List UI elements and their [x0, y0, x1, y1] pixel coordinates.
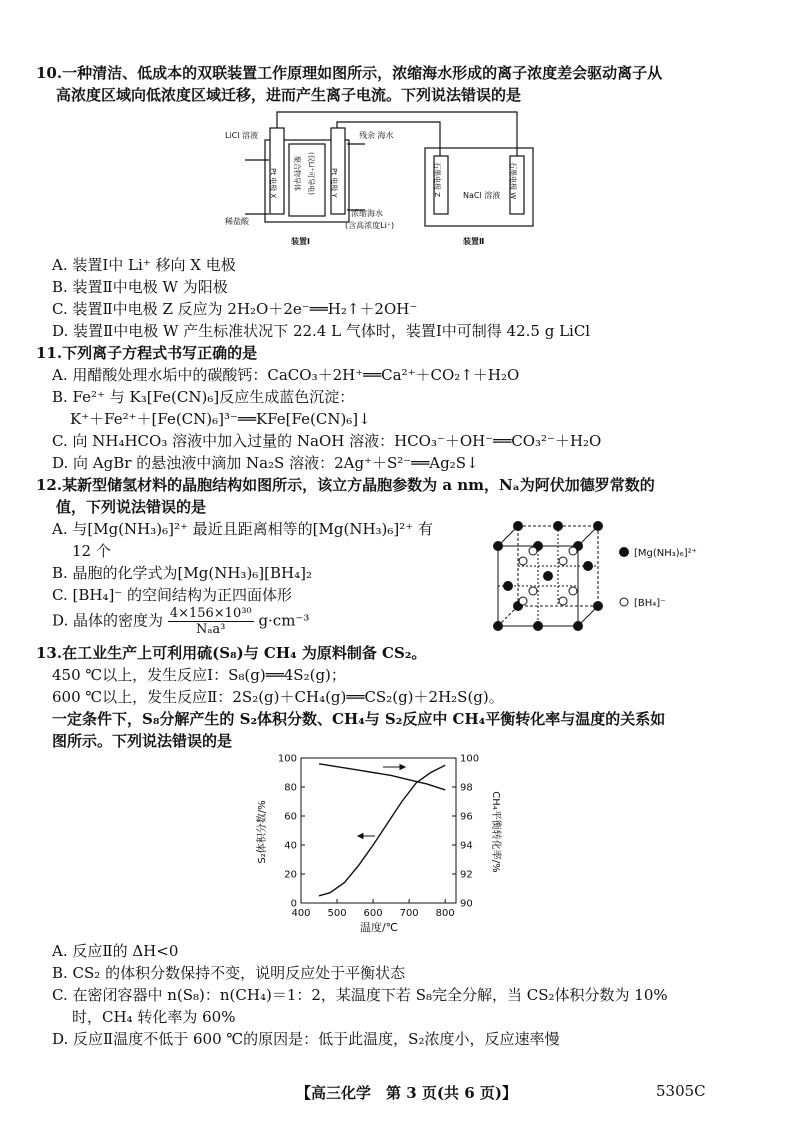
- y2-axis-label: CH₄平衡转化率/%: [490, 791, 501, 873]
- q13-stem-line5: 图所示。下列说法错误的是: [52, 732, 233, 750]
- y-tick-label: 60: [284, 811, 297, 823]
- y-tick-label: 40: [284, 840, 297, 852]
- chart-frame: [301, 758, 456, 903]
- density-denominator: Nₐa³: [196, 622, 226, 637]
- label-licl-solution: LiCl 溶液: [225, 131, 259, 140]
- q13-option-d: D. 反应Ⅱ温度不低于 600 ℃的原因是：低于此温度，S₂浓度小，反应速率慢: [52, 1030, 560, 1048]
- q11-option-b: B. Fe²⁺ 与 K₃[Fe(CN)₆]反应生成蓝色沉淀：: [52, 388, 355, 406]
- q13-stem-line3: 600 ℃以上，发生反应Ⅱ：2S₂(g)＋CH₄(g)══CS₂(g)＋2H₂S(g)。: [52, 688, 504, 706]
- q13-option-c-cont: 时，CH₄ 转化率为 60%: [72, 1008, 236, 1026]
- q12-stem-line1: 12.某新型储氢材料的晶胞结构如图所示，该立方晶胞参数为 a nm，Nₐ为阿伏加德罗常数的: [36, 476, 655, 494]
- q10-option-d: D. 装置Ⅱ中电极 W 产生标准状况下 22.4 L 气体时，装置Ⅰ中可制得 42.5 g LiCl: [52, 322, 591, 340]
- q10-device-diagram: [225, 108, 555, 250]
- q12-option-a-cont: 12 个: [72, 542, 111, 560]
- q13-option-b: B. CS₂ 的体积分数保持不变，说明反应处于平衡状态: [52, 964, 406, 982]
- q10-option-a: A. 装置Ⅰ中 Li⁺ 移向 X 电极: [52, 256, 236, 274]
- y-axis-label: S₂体积分数/%: [257, 800, 268, 864]
- x-tick-label: 500: [327, 908, 347, 919]
- label-device1: 装置Ⅰ: [291, 237, 310, 246]
- q13-stem-line2: 450 ℃以上，发生反应Ⅰ：S₈(g)══4S₂(g)；: [52, 666, 346, 684]
- q11-option-c: C. 向 NH₄HCO₃ 溶液中加入过量的 NaOH 溶液：HCO₃⁻＋OH⁻══CO₃²⁻＋H₂O: [52, 432, 602, 450]
- page-footer: 【高三化学 第 3 页(共 6 页)】: [296, 1084, 517, 1102]
- q13-stem-line1: 13.在工业生产上可利用硫(S₈)与 CH₄ 为原料制备 CS₂。: [36, 644, 427, 662]
- q12-option-b: B. 晶胞的化学式为[Mg(NH₃)₆][BH₄]₂: [52, 564, 312, 582]
- q12-option-a: A. 与[Mg(NH₃)₆]²⁺ 最近且距离相等的[Mg(NH₃)₆]²⁺ 有: [52, 520, 433, 538]
- x-tick-label: 700: [399, 908, 419, 919]
- x-tick-label: 400: [291, 908, 311, 919]
- legend-mg-marker: [619, 547, 629, 557]
- q13-number: 13.: [36, 644, 63, 662]
- ch4-conversion-line: [319, 764, 445, 790]
- x-tick-label: 800: [435, 908, 455, 919]
- density-unit: g·cm⁻³: [258, 611, 310, 630]
- q12-option-c: C. [BH₄]⁻ 的空间结构为正四面体形: [52, 586, 292, 604]
- y2-tick-label: 92: [460, 869, 473, 881]
- y-tick-label: 100: [277, 753, 297, 765]
- q11-option-d: D. 向 AgBr 的悬浊液中滴加 Na₂S 溶液：2Ag⁺＋S²⁻══Ag₂S↓: [52, 454, 479, 472]
- label-polymer: 聚合物导体: [293, 156, 301, 191]
- q12-stem-line2: 值，下列说法错误的是: [56, 498, 207, 516]
- y-tick-label: 0: [290, 898, 297, 910]
- paper-code: 5305C: [656, 1082, 706, 1100]
- label-graphite-w: 石墨电极 W: [509, 162, 517, 200]
- x-tick-label: 600: [363, 908, 383, 919]
- q12-number: 12.: [36, 476, 63, 494]
- q13-option-a: A. 反应Ⅱ的 ΔH<0: [52, 942, 179, 960]
- q13-option-c: C. 在密闭容器中 n(S₈)：n(CH₄)＝1：2，某温度下若 S₈完全分解，当 CS₂体积分数为 10%: [52, 986, 668, 1004]
- q11-option-b-equation: K⁺＋Fe²⁺＋[Fe(CN)₆]³⁻══KFe[Fe(CN)₆]↓: [70, 410, 371, 428]
- q10-number: 10.: [36, 64, 63, 82]
- label-high-li: (含高浓度Li⁺): [345, 221, 395, 230]
- legend-mg-label: [Mg(NH₃)₆]²⁺: [634, 548, 697, 559]
- y-tick-label: 20: [284, 869, 297, 881]
- label-li-only: (仅Li⁺可导电): [307, 152, 315, 196]
- q13-stem-line4: 一定条件下，S₈分解产生的 S₂体积分数、CH₄与 S₂反应中 CH₄平衡转化率与温度的关系如: [52, 710, 666, 728]
- y2-tick-label: 100: [460, 753, 480, 765]
- y2-tick-label: 94: [460, 840, 473, 852]
- label-dilute-hcl: 稀盐酸: [225, 217, 249, 226]
- q10-option-c: C. 装置Ⅱ中电极 Z 反应为 2H₂O＋2e⁻══H₂↑＋2OH⁻: [52, 300, 418, 318]
- label-graphite-z: 石墨电极 Z: [433, 162, 441, 198]
- temperature-chart: [255, 748, 515, 938]
- label-concentrated-seawater: 浓缩海水: [351, 209, 383, 218]
- crystal-cell-diagram: [488, 516, 698, 644]
- label-device2: 装置Ⅱ: [463, 237, 485, 246]
- s2-volume-fraction-line: [319, 765, 445, 896]
- legend-bh4-marker: [620, 598, 628, 606]
- y2-tick-label: 98: [460, 782, 473, 794]
- label-pt-x: Pt 电极 X: [269, 168, 277, 199]
- density-fraction: [168, 606, 254, 637]
- y-tick-label: 80: [284, 782, 297, 794]
- q12-option-d: D. 晶体的密度为 $\frac{\text{4×156×10³⁰}}{\text{Nₐa³}}$ g·cm⁻³: [52, 606, 310, 637]
- q10-stem-line2: 高浓度区域向低浓度区域迁移，进而产生离子电流。下列说法错误的是: [56, 86, 522, 104]
- label-pt-y: Pt 电极 Y: [330, 168, 338, 198]
- label-residual-seawater: 残余 海水: [359, 131, 394, 140]
- y2-tick-label: 96: [460, 811, 473, 823]
- legend-bh4-label: [BH₄]⁻: [634, 598, 666, 609]
- q10-stem-line1: 10.一种清洁、低成本的双联装置工作原理如图所示，浓缩海水形成的离子浓度差会驱动离子从: [36, 64, 663, 82]
- q10-option-b: B. 装置Ⅱ中电极 W 为阳极: [52, 278, 228, 296]
- x-axis-label: 温度/℃: [359, 921, 399, 934]
- q11-option-a: A. 用醋酸处理水垢中的碳酸钙：CaCO₃＋2H⁺══Ca²⁺＋CO₂↑＋H₂O: [52, 366, 520, 384]
- q11-stem: 11.下列离子方程式书写正确的是: [36, 344, 258, 362]
- density-numerator: 4×156×10³⁰: [169, 606, 252, 621]
- y2-tick-label: 90: [460, 898, 473, 910]
- q11-number: 11.: [36, 344, 63, 362]
- label-nacl-solution: NaCl 溶液: [463, 191, 501, 200]
